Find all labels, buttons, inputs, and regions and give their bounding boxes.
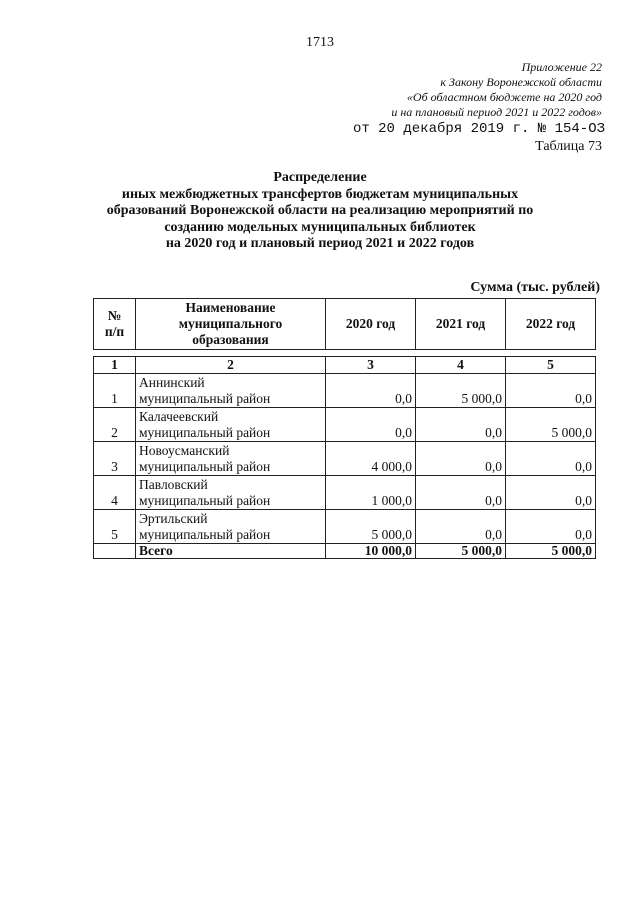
title-line: на 2020 год и плановый период 2021 и 2022 годов [165,236,475,251]
value-2022: 5 000,0 [506,408,596,442]
total-row [94,544,596,559]
page-number: 1713 [306,35,334,50]
row-number: 1 [94,374,136,408]
title-line: образований Воронежской области на реализацию мероприятий по [106,203,534,218]
column-number: 4 [416,357,506,374]
column-number: 5 [506,357,596,374]
table-row [94,510,596,544]
title-line: иных межбюджетных трансфертов бюджетам муниципальных [121,186,519,202]
table-label: Таблица 73 [535,139,602,154]
header-2022: 2022 год [506,299,596,350]
units-label: Сумма (тыс. рублей) [470,280,600,295]
header-no-line: п/п [104,324,125,339]
row-number: 4 [94,476,136,510]
value-2020: 0,0 [326,408,416,442]
row-name-line: Павловский [139,477,208,492]
table-row [94,408,596,442]
table-row [94,476,596,510]
row-name [136,442,326,476]
value-2020: 1 000,0 [326,476,416,510]
value-2020: 4 000,0 [326,442,416,476]
total-2022: 5 000,0 [506,544,596,559]
total-label: Всего [136,544,326,559]
row-name-line: муниципальный район [139,527,271,542]
row-name [136,510,326,544]
row-name-line: муниципальный район [139,391,271,406]
row-name-line: Калачеевский [139,409,219,424]
header-2021: 2021 год [416,299,506,350]
appendix-line: Приложение 22 [521,60,602,74]
row-name-line: Аннинский [139,375,205,390]
value-2022: 0,0 [506,510,596,544]
header-name-line: муниципального [178,316,283,331]
value-2022: 0,0 [506,476,596,510]
row-name-line: муниципальный район [139,493,271,508]
header-no [94,299,136,350]
row-name-line: Эртильский [139,511,208,526]
column-number: 1 [94,357,136,374]
row-number: 5 [94,510,136,544]
data-table [93,356,596,559]
appendix-line: «Об областном бюджете на 2020 год [406,90,602,104]
appendix-line: и на плановый период 2021 и 2022 годов» [391,105,602,119]
total-empty-cell [94,544,136,559]
row-name [136,476,326,510]
value-2021: 0,0 [416,476,506,510]
row-name-line: муниципальный район [139,459,271,474]
title-line: созданию модельных муниципальных библиотек [164,219,476,235]
header-no-line: № [107,308,122,323]
header-name-line: образования [192,332,269,347]
value-2021: 5 000,0 [416,374,506,408]
value-2020: 0,0 [326,374,416,408]
total-2021: 5 000,0 [416,544,506,559]
document-title [0,170,640,253]
table-header [93,298,596,350]
header-2020: 2020 год [326,299,416,350]
column-number: 2 [136,357,326,374]
table-row [94,374,596,408]
column-number-row [94,357,596,374]
value-2021: 0,0 [416,510,506,544]
header-name [136,299,326,350]
row-name-line: муниципальный район [139,425,271,440]
header-name-line: Наименование [185,300,276,315]
row-name-line: Новоусманский [139,443,230,458]
appendix-line: к Закону Воронежской области [440,75,602,89]
value-2020: 5 000,0 [326,510,416,544]
value-2022: 0,0 [506,442,596,476]
row-name [136,374,326,408]
title-line: Распределение [273,170,367,185]
value-2022: 0,0 [506,374,596,408]
value-2021: 0,0 [416,442,506,476]
value-2021: 0,0 [416,408,506,442]
law-date-stamp: от 20 декабря 2019 г. № 154-ОЗ [352,121,605,137]
row-number: 3 [94,442,136,476]
row-name [136,408,326,442]
total-2020: 10 000,0 [326,544,416,559]
appendix-block [391,60,602,120]
row-number: 2 [94,408,136,442]
table-row [94,442,596,476]
column-number: 3 [326,357,416,374]
